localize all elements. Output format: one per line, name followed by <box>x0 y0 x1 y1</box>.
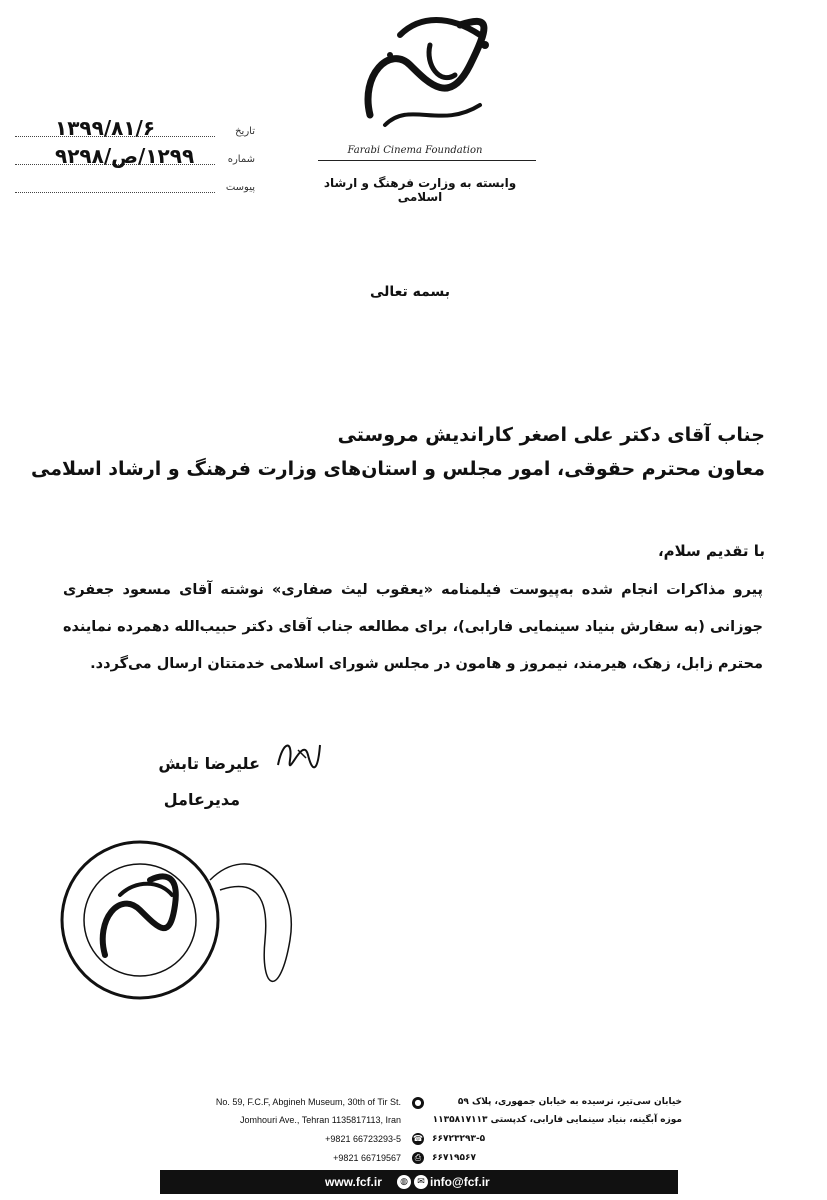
attachment-row <box>15 178 255 200</box>
handwritten-signature <box>268 730 328 780</box>
email-link[interactable]: info@fcf.ir <box>430 1175 490 1189</box>
official-seal <box>60 820 320 1020</box>
greeting: با تقدیم سلام، <box>657 542 765 560</box>
logo-divider <box>318 160 536 161</box>
footer-address-fa-1: خیابان سی‌تیر، نرسیده به خیابان جمهوری، پلاک ۵۹ <box>457 1097 682 1107</box>
website-link[interactable]: www.fcf.ir <box>325 1175 382 1189</box>
date-label: تاریخ <box>235 126 255 137</box>
location-icon: ● <box>412 1097 424 1109</box>
attachment-dots <box>15 192 215 193</box>
globe-icon: ◍ <box>397 1175 411 1189</box>
attachment-label: پیوست <box>225 182 255 193</box>
footer-address-en-1: No. 59, F.C.F, Abgineh Museum, 30th of Tir St. <box>215 1097 401 1107</box>
footer-fax-en: +9821 66719567 <box>333 1153 401 1163</box>
email-icon: ✉ <box>414 1175 428 1189</box>
logo-caption: Farabi Cinema Foundation <box>347 145 483 156</box>
footer-phone-en: +9821 66723293-5 <box>325 1134 401 1144</box>
footer-address-en-2: Jomhouri Ave., Tehran 1135817113, Iran <box>240 1115 401 1125</box>
letter-body: پیرو مذاکرات انجام شده به‌پیوست فیلمنامه «یعقوب لیث صفاری» نوشته آقای مسعود جعفری جوزانی (به سفارش بنیاد سینمایی فارابی)، برای مطالعه جناب آقای دکتر حبیب‌الله دهمرده نماینده محترم زابل، زهک، هیرمند، نیمروز و هامون در مجلس شورای اسلامی خدمتتان ارسال می‌گردد. <box>63 582 763 672</box>
date-value: ۱۳۹۹/۸۱/۶ <box>55 116 156 140</box>
phone-icon: ☎ <box>413 1134 423 1143</box>
farabi-logo <box>330 5 520 145</box>
fax-icon: ⎙ <box>412 1152 424 1164</box>
number-value: ۱۲۹۹/ص/۹۲۹۸ <box>55 144 195 168</box>
footer-phone-fa: ۶۶۷۲۳۲۹۳-۵ <box>432 1134 486 1144</box>
number-row <box>15 144 255 172</box>
affiliation-text: وابسته به وزارت فرهنگ و ارشاد اسلامی <box>323 176 517 204</box>
addressee-line-1: جناب آقای دکتر علی اصغر کاراندیش مروستی <box>337 424 765 446</box>
signer-title: مدیرعامل <box>163 790 240 809</box>
number-label: شماره <box>227 154 255 165</box>
footer-fax-fa: ۶۶۷۱۹۵۶۷ <box>432 1153 476 1163</box>
signer-name: علیرضا تابش <box>158 754 260 773</box>
bismillah: بسمه تعالی <box>369 284 451 300</box>
footer-contact-bar <box>160 1170 678 1194</box>
date-row <box>15 116 255 144</box>
addressee-line-2: معاون محترم حقوقی، امور مجلس و استان‌های وزارت فرهنگ و ارشاد اسلامی <box>31 458 765 480</box>
footer-address-fa-2: موزه آبگینه، بنیاد سینمایی فارابی، کدپستی ۱۱۳۵۸۱۷۱۱۳ <box>432 1115 682 1125</box>
